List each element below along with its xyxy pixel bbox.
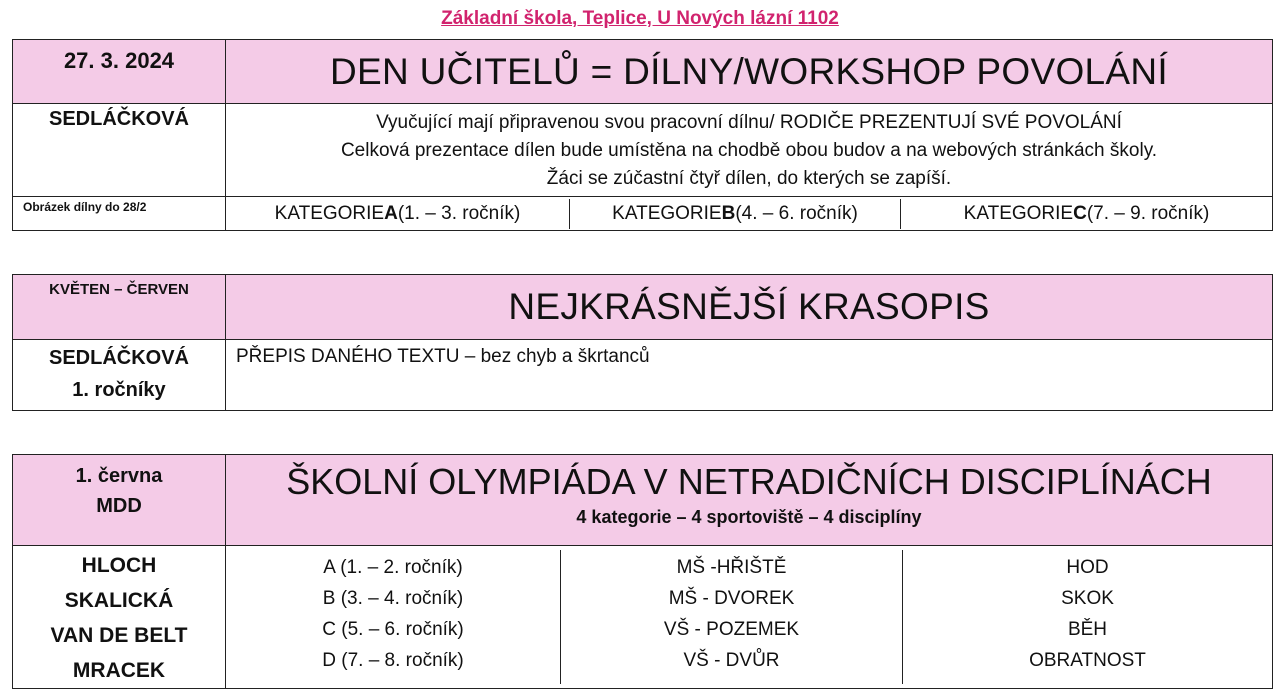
category-cell: KATEGORIE B (4. – 6. ročník) xyxy=(570,199,901,229)
list-item: D (7. – 8. ročník) xyxy=(322,650,464,671)
event-date xyxy=(13,455,226,546)
categories-column xyxy=(226,550,561,684)
event-date: 27. 3. 2024 xyxy=(13,40,226,104)
disciplines-column xyxy=(903,550,1272,684)
school-header: Základní škola, Teplice, U Nových lázní 1102 xyxy=(441,8,839,29)
category-row xyxy=(226,197,1273,231)
description-line: Celková prezentace dílen bude umístěna na chodbě obou budov a na webových stránkách školy. xyxy=(340,140,1158,161)
list-item: VŠ - POZEMEK xyxy=(663,619,800,640)
organizer-line: HLOCH xyxy=(81,554,157,577)
list-item: SKOK xyxy=(1061,588,1114,609)
event-organizers xyxy=(13,546,226,689)
list-item: C (5. – 6. ročník) xyxy=(322,619,464,640)
event-table-olympiad xyxy=(12,454,1273,689)
description-line: Žáci se zúčastní čtyř dílen, do kterých se zapíší. xyxy=(546,168,952,189)
list-item: B (3. – 4. ročník) xyxy=(322,588,464,609)
organizer-line: SKALICKÁ xyxy=(64,589,174,612)
date-line: 1. června xyxy=(75,465,163,487)
organizer-line: MRACEK xyxy=(72,659,166,682)
event-table-teachers-day xyxy=(12,39,1273,231)
event-note: Obrázek dílny do 28/2 xyxy=(13,197,226,231)
event-description: PŘEPIS DANÉHO TEXTU – bez chyb a škrtanců xyxy=(226,340,1273,411)
list-item: MŠ - DVOREK xyxy=(668,588,795,609)
description-line: Vyučující mají připravenou svou pracovní dílnu/ RODIČE PREZENTUJÍ SVÉ POVOLÁNÍ xyxy=(376,112,1122,133)
event-table-calligraphy xyxy=(12,274,1273,411)
event-organizer: SEDLÁČKOVÁ xyxy=(13,104,226,197)
list-item: VŠ - DVŮR xyxy=(683,650,780,671)
organizer-line: 1. ročníky xyxy=(72,379,166,401)
event-title: DEN UČITELŮ = DÍLNY/WORKSHOP POVOLÁNÍ xyxy=(226,40,1273,104)
organizer-line: VAN DE BELT xyxy=(50,624,188,647)
list-item: OBRATNOST xyxy=(1029,650,1146,671)
list-item: HOD xyxy=(1066,557,1109,578)
event-organizer xyxy=(13,340,226,411)
venues-column xyxy=(561,550,903,684)
olympiad-grid xyxy=(226,546,1273,689)
organizer-line: SEDLÁČKOVÁ xyxy=(48,347,189,369)
event-subtitle: 4 kategorie – 4 sportoviště – 4 disciplíny xyxy=(576,507,922,527)
date-line: MDD xyxy=(96,495,142,517)
category-cell: KATEGORIE C (7. – 9. ročník) xyxy=(963,202,1210,224)
event-title xyxy=(226,455,1273,546)
event-title: NEJKRÁSNĚJŠÍ KRASOPIS xyxy=(226,275,1273,340)
list-item: A (1. – 2. ročník) xyxy=(323,557,463,578)
category-cell: KATEGORIE A (1. – 3. ročník) xyxy=(226,199,570,229)
event-title-text: ŠKOLNÍ OLYMPIÁDA V NETRADIČNÍCH DISCIPLÍNÁCH xyxy=(286,461,1212,502)
event-date: KVĚTEN – ČERVEN xyxy=(13,275,226,340)
list-item: BĚH xyxy=(1067,619,1108,640)
event-description xyxy=(226,104,1273,197)
list-item: MŠ -HŘIŠTĚ xyxy=(676,557,787,578)
